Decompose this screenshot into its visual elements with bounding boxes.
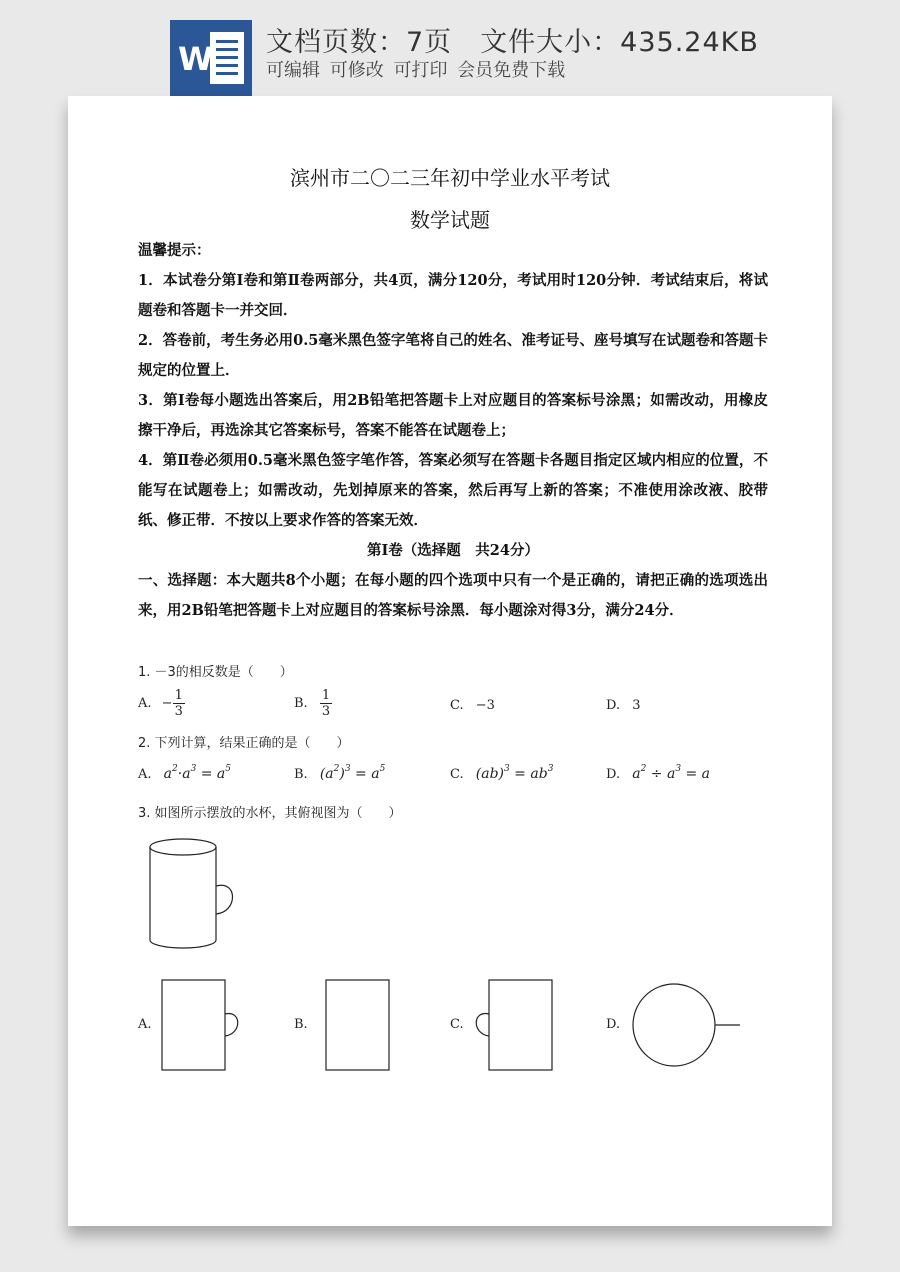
tip-2: 2．答卷前，考生务必用0.5毫米黑色签字笔将自己的姓名、准考证号、座号填写在试题卷和答题卡规定的位置上．	[138, 332, 768, 379]
question-3-option-c-label: C.	[450, 1017, 464, 1032]
document-page	[68, 96, 832, 1226]
question-3-option-b-label: B.	[294, 1017, 308, 1032]
download-banner	[0, 0, 900, 96]
question-3-option-d-label: D.	[606, 1017, 621, 1032]
option-label: A.	[138, 696, 152, 711]
option-value: 3	[632, 698, 641, 713]
expression: $a^2 \div a^3 = a$	[632, 764, 711, 782]
option-label: B.	[294, 696, 308, 711]
fraction	[173, 688, 185, 719]
tip-3: 3．第Ⅰ卷每小题选出答案后，用2B铅笔把答题卡上对应题目的答案标号涂黑；如需改动，用橡皮擦干净后，再选涂其它答案标号，答案不能答在试题卷上；	[138, 392, 768, 439]
tip-1: 1．本试卷分第Ⅰ卷和第Ⅱ卷两部分，共4页，满分120分，考试用时120分钟．考试结束后，将试题卷和答题卡一并交回．	[138, 272, 768, 319]
page-count: 文档页数：7页	[266, 27, 453, 58]
tip-4: 4．第Ⅱ卷必须用0.5毫米黑色签字笔作答，答案必须写在答题卡各题目指定区域内相应的位置，不能写在试题卷上；如需改动，先划掉原来的答案，然后再写上新的答案；不准使用涂改液、胶带纸、修正带．不按以上要求作答的答案无效．	[138, 452, 768, 529]
exam-title: 滨州市二〇二三年初中学业水平考试	[290, 166, 610, 190]
denominator: 3	[174, 704, 183, 719]
feature-list: 可编辑 可修改 可打印 会员免费下载	[266, 60, 566, 81]
option-label: D.	[606, 767, 621, 782]
svg-text:W: W	[178, 40, 214, 78]
section-instructions: 一、选择题：本大题共8个小题；在每小题的四个选项中只有一个是正确的，请把正确的选项选出来，用2B铅笔把答题卡上对应题目的答案标号涂黑．每小题涂对得3分，满分24分．	[138, 572, 768, 619]
question-1-option-c	[450, 698, 495, 713]
option-b-figure	[324, 978, 392, 1072]
question-2-option-b	[294, 764, 385, 782]
option-a-figure	[160, 978, 242, 1072]
question-1-stem: 1. －3的相反数是（ ）	[138, 665, 293, 680]
option-label: D.	[606, 698, 621, 713]
question-1-option-d	[606, 698, 641, 713]
tips-heading: 温馨提示：	[138, 242, 211, 259]
question-2-option-a	[138, 764, 231, 782]
word-document-icon	[170, 20, 252, 96]
question-2-option-d	[606, 764, 710, 782]
option-label: C.	[450, 767, 464, 782]
option-label: B.	[294, 767, 308, 782]
question-3-stem: 3. 如图所示摆放的水杯，其俯视图为（ ）	[138, 806, 402, 821]
file-size: 文件大小：435.24KB	[480, 27, 759, 58]
question-1-option-b	[294, 688, 332, 719]
numerator: 1	[321, 688, 331, 703]
minus-sign: −	[161, 696, 173, 711]
expression: $(a^2)^3 = a^5$	[319, 764, 386, 782]
denominator: 3	[321, 704, 331, 719]
option-c-figure	[470, 978, 556, 1072]
exam-subtitle: 数学试题	[410, 208, 490, 232]
question-2-option-c	[450, 764, 553, 782]
option-value: −3	[475, 698, 495, 713]
option-d-figure	[630, 982, 742, 1068]
mug-figure	[146, 834, 238, 954]
option-label: A.	[138, 767, 152, 782]
expression: $(ab)^3 = ab^3$	[475, 764, 554, 782]
numerator: 1	[174, 688, 183, 703]
file-info	[266, 20, 759, 59]
section-title: 第Ⅰ卷（选择题 共24分）	[367, 542, 539, 559]
question-3-option-a-label: A.	[138, 1017, 152, 1032]
question-2-stem: 2. 下列计算，结果正确的是（ ）	[138, 736, 350, 751]
fraction	[320, 688, 332, 719]
expression: $a^2\cdot a^3 = a^5$	[163, 764, 232, 782]
question-1-option-a	[138, 688, 185, 719]
option-label: C.	[450, 698, 464, 713]
